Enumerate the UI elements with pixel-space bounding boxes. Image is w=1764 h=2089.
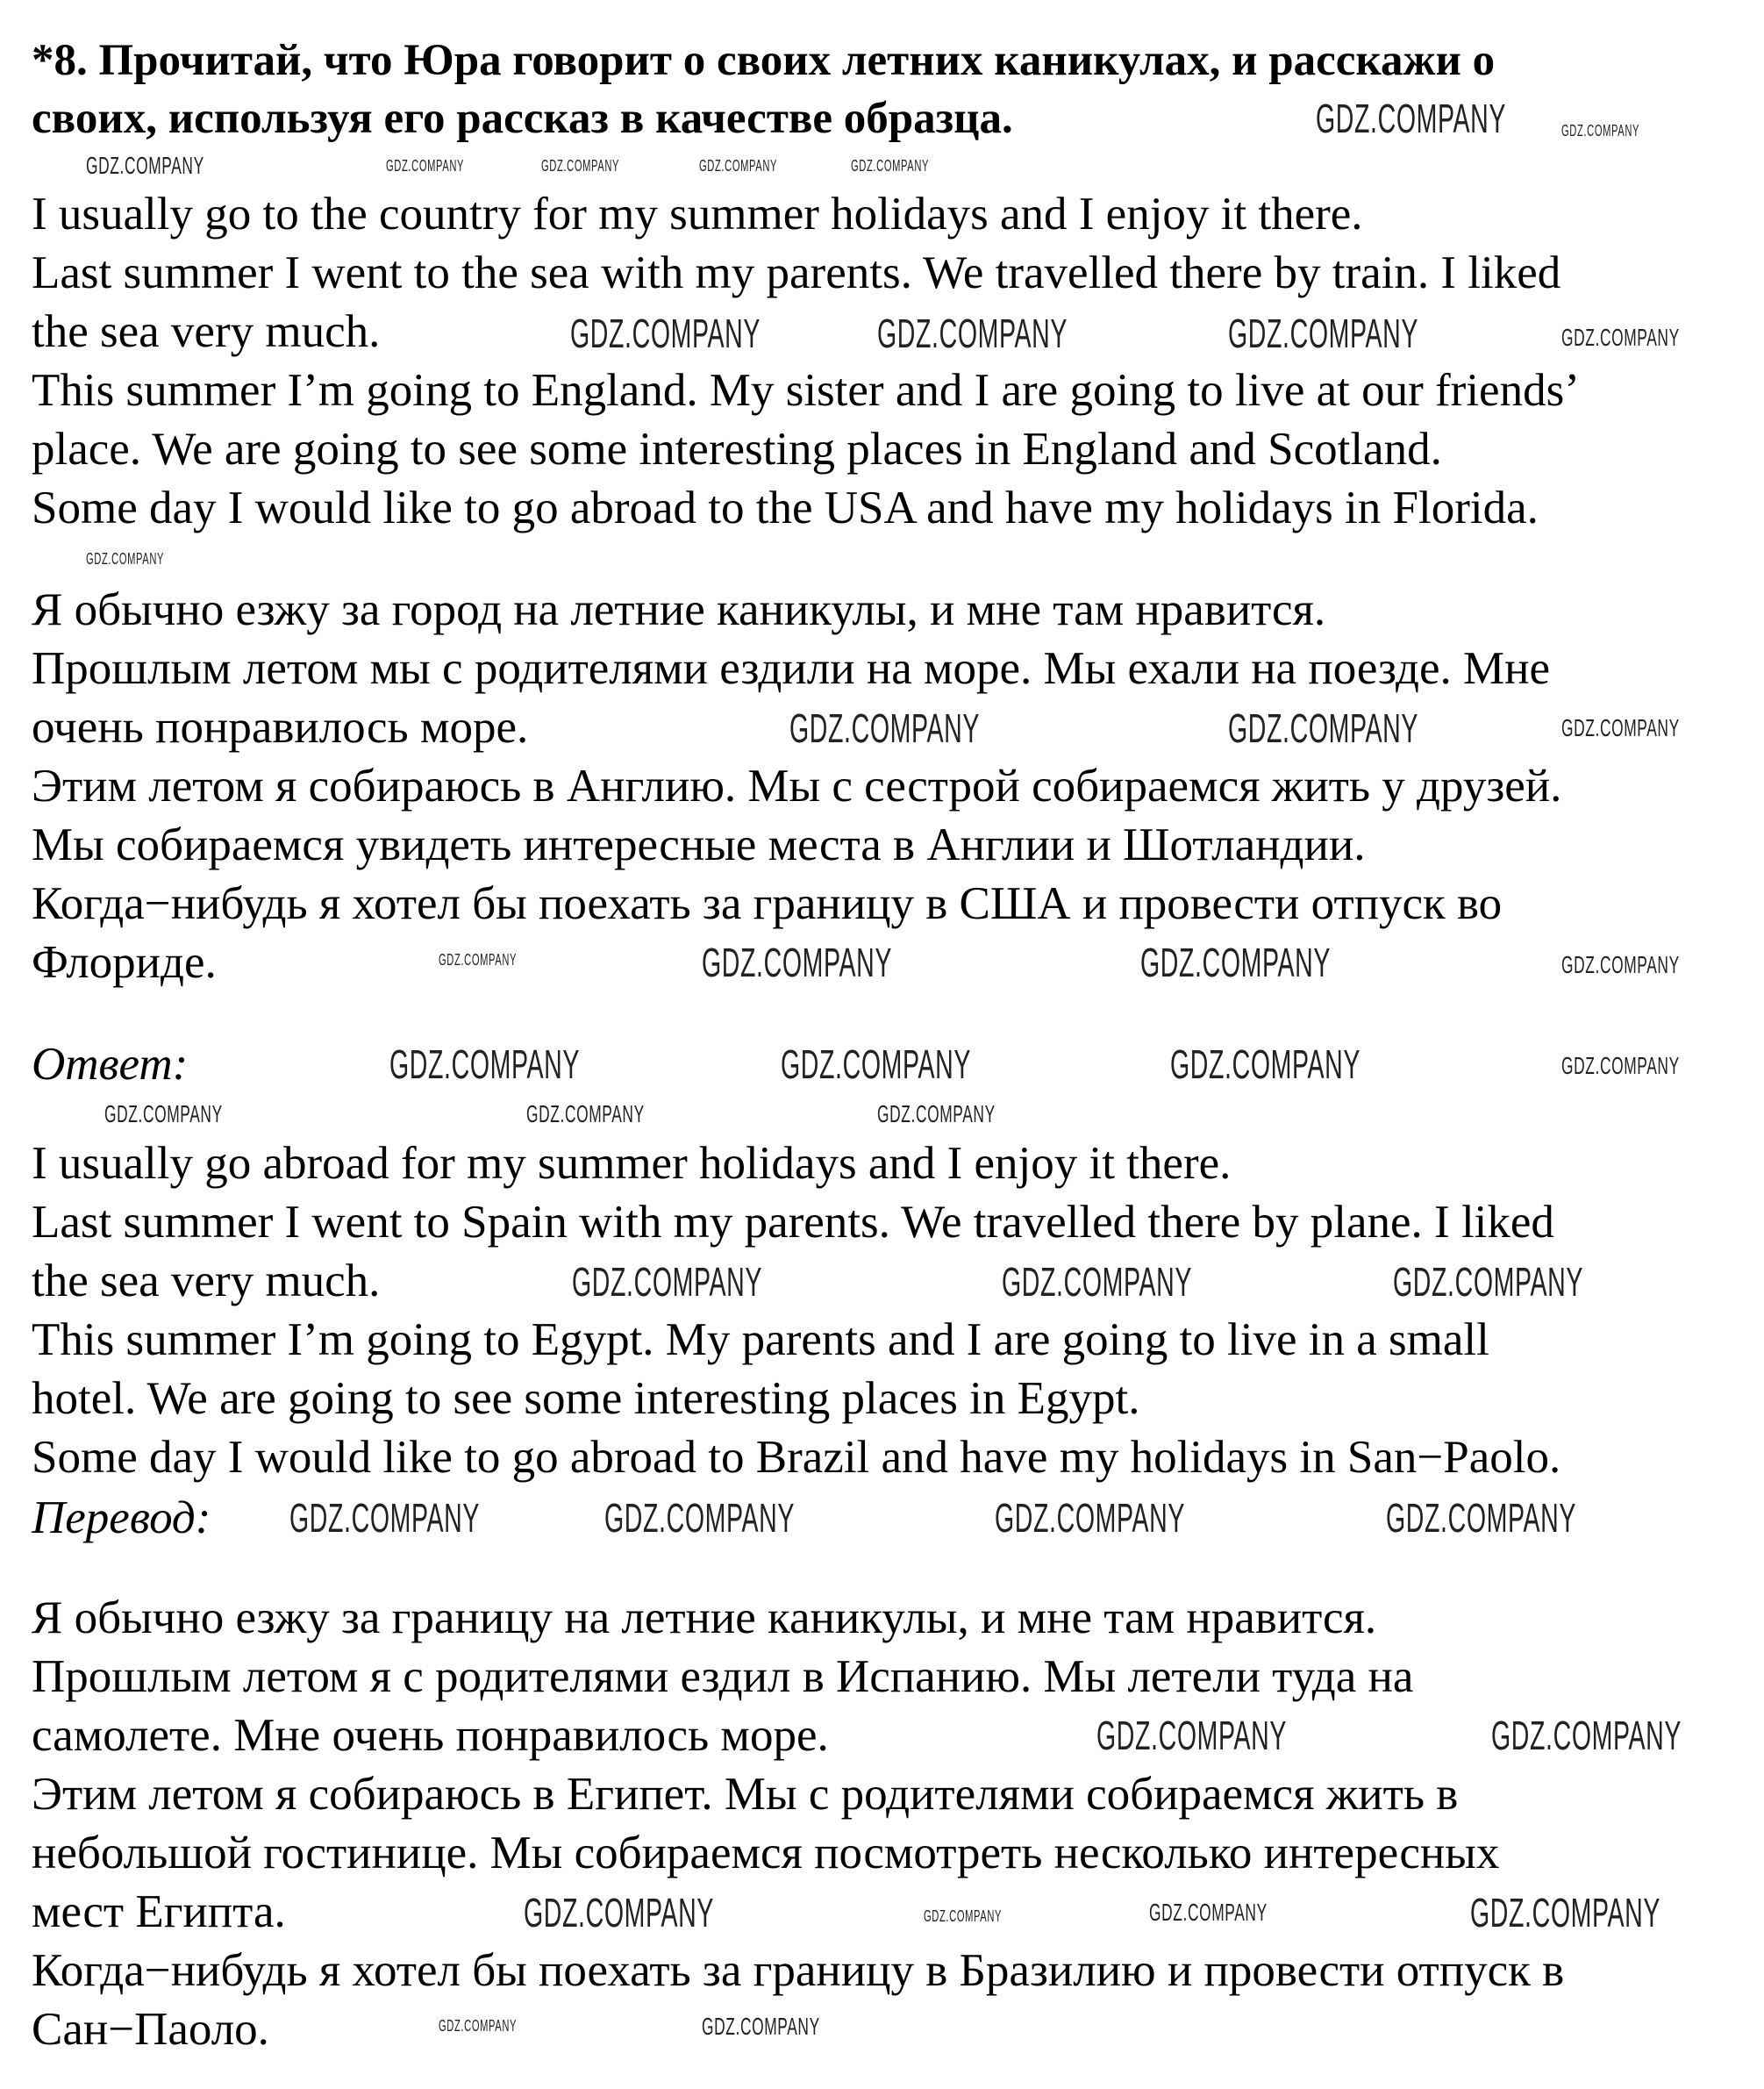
watermark: GDZ.COMPANY xyxy=(526,1100,645,1127)
watermark: GDZ.COMPANY xyxy=(524,1890,715,1935)
translation-label: Перевод: xyxy=(32,1492,211,1543)
watermark: GDZ.COMPANY xyxy=(86,550,165,568)
watermark: GDZ.COMPANY xyxy=(1140,940,1332,985)
text-line: Этим летом я собираюсь в Египет. Мы с родителями собираемся жить в xyxy=(32,1769,1459,1820)
text-line: hotel. We are going to see some interesting places in Egypt. xyxy=(32,1373,1140,1424)
text-line: This summer I’m going to England. My sister and I are going to live at our friends’ xyxy=(32,365,1580,416)
text-line: Я обычно езжу за границу на летние каникулы, и мне там нравится. xyxy=(32,1592,1377,1643)
watermark: GDZ.COMPANY xyxy=(699,157,778,175)
text-line: Last summer I went to Spain with my parents. We travelled there by plane. I liked xyxy=(32,1197,1554,1248)
watermark: GDZ.COMPANY xyxy=(541,157,620,175)
watermark: GDZ.COMPANY xyxy=(1491,1713,1682,1758)
watermark: GDZ.COMPANY xyxy=(1228,311,1419,356)
text-line: очень понравилось море. xyxy=(32,702,529,753)
watermark: GDZ.COMPANY xyxy=(924,1907,1003,1925)
sample-text-russian xyxy=(32,581,1561,992)
watermark: GDZ.COMPANY xyxy=(1393,1259,1584,1305)
watermark: GDZ.COMPANY xyxy=(1561,122,1640,140)
text-line: небольшой гостинице. Мы собираемся посмотреть несколько интересных xyxy=(32,1828,1500,1878)
watermark: GDZ.COMPANY xyxy=(1561,951,1680,978)
watermark: GDZ.COMPANY xyxy=(1561,714,1680,741)
watermark: GDZ.COMPANY xyxy=(289,1495,481,1541)
text-line: This summer I’m going to Egypt. My parents and I are going to live in a small xyxy=(32,1314,1489,1365)
watermark: GDZ.COMPANY xyxy=(1386,1495,1577,1541)
text-line: Прошлым летом я с родителями ездил в Испанию. Мы летели туда на xyxy=(32,1651,1414,1702)
text-line: Last summer I went to the sea with my parents. We travelled there by train. I liked xyxy=(32,247,1561,298)
watermark: GDZ.COMPANY xyxy=(104,1100,223,1127)
watermark: GDZ.COMPANY xyxy=(851,157,930,175)
text-line: Этим летом я собираюсь в Англию. Мы с сестрой собираемся жить у друзей. xyxy=(32,761,1562,812)
text-line: Прошлым летом мы с родителями ездили на море. Мы ехали на поезде. Мне xyxy=(32,643,1550,694)
text-line: Когда−нибудь я хотел бы поехать за границу в США и провести отпуск во xyxy=(32,878,1503,929)
watermark: GDZ.COMPANY xyxy=(781,1041,972,1087)
watermark: GDZ.COMPANY xyxy=(1228,705,1419,751)
answer-label: Ответ: xyxy=(32,1039,189,1090)
answer-text-russian xyxy=(32,1589,1564,2059)
watermark: GDZ.COMPANY xyxy=(1149,1899,1268,1926)
text-line: I usually go to the country for my summer holidays and I enjoy it there. xyxy=(32,189,1363,240)
text-line: мест Египта. xyxy=(32,1886,286,1937)
watermark: GDZ.COMPANY xyxy=(439,951,518,969)
watermark: GDZ.COMPANY xyxy=(877,311,1068,356)
watermark: GDZ.COMPANY xyxy=(604,1495,796,1541)
watermark: GDZ.COMPANY xyxy=(789,705,981,751)
watermark: GDZ.COMPANY xyxy=(702,940,893,985)
watermark: GDZ.COMPANY xyxy=(877,1100,996,1127)
watermark: GDZ.COMPANY xyxy=(1316,96,1507,141)
text-line: place. We are going to see some interesting places in England and Scotland. xyxy=(32,424,1442,475)
text-line: Флориде. xyxy=(32,937,217,988)
text-line: самолете. Мне очень понравилось море. xyxy=(32,1710,829,1761)
text-line: Когда−нибудь я хотел бы поехать за границу в Бразилию и провести отпуск в xyxy=(32,1945,1565,1996)
watermark: GDZ.COMPANY xyxy=(86,152,204,179)
watermark: GDZ.COMPANY xyxy=(702,2013,820,2040)
watermark: GDZ.COMPANY xyxy=(570,311,761,356)
text-line: the sea very much. xyxy=(32,1256,381,1306)
text-line: Сан−Паоло. xyxy=(32,2004,269,2055)
watermark: GDZ.COMPANY xyxy=(572,1259,763,1305)
exercise-title xyxy=(32,32,1495,147)
watermark: GDZ.COMPANY xyxy=(1170,1041,1361,1087)
watermark: GDZ.COMPANY xyxy=(1561,1052,1680,1079)
title-line: своих, используя его рассказ в качестве образца. xyxy=(32,94,1013,143)
watermark: GDZ.COMPANY xyxy=(439,2017,518,2035)
watermark: GDZ.COMPANY xyxy=(1002,1259,1193,1305)
sample-text-english xyxy=(32,185,1580,538)
watermark: GDZ.COMPANY xyxy=(1470,1890,1661,1935)
title-line: *8. Прочитай, что Юра говорит о своих летних каникулах, и расскажи о xyxy=(32,36,1496,85)
answer-text-english xyxy=(32,1134,1560,1487)
text-line: I usually go abroad for my summer holidays and I enjoy it there. xyxy=(32,1138,1232,1189)
text-line: Я обычно езжу за город на летние каникулы, и мне там нравится. xyxy=(32,584,1326,635)
watermark: GDZ.COMPANY xyxy=(1561,324,1680,351)
watermark: GDZ.COMPANY xyxy=(386,157,465,175)
watermark: GDZ.COMPANY xyxy=(389,1041,581,1087)
text-line: Мы собираемся увидеть интересные места в Англии и Шотландии. xyxy=(32,819,1366,870)
text-line: Some day I would like to go abroad to the USA and have my holidays in Florida. xyxy=(32,483,1539,533)
watermark: GDZ.COMPANY xyxy=(995,1495,1186,1541)
text-line: the sea very much. xyxy=(32,306,381,357)
text-line: Some day I would like to go abroad to Brazil and have my holidays in San−Paolo. xyxy=(32,1432,1561,1483)
watermark: GDZ.COMPANY xyxy=(1096,1713,1288,1758)
